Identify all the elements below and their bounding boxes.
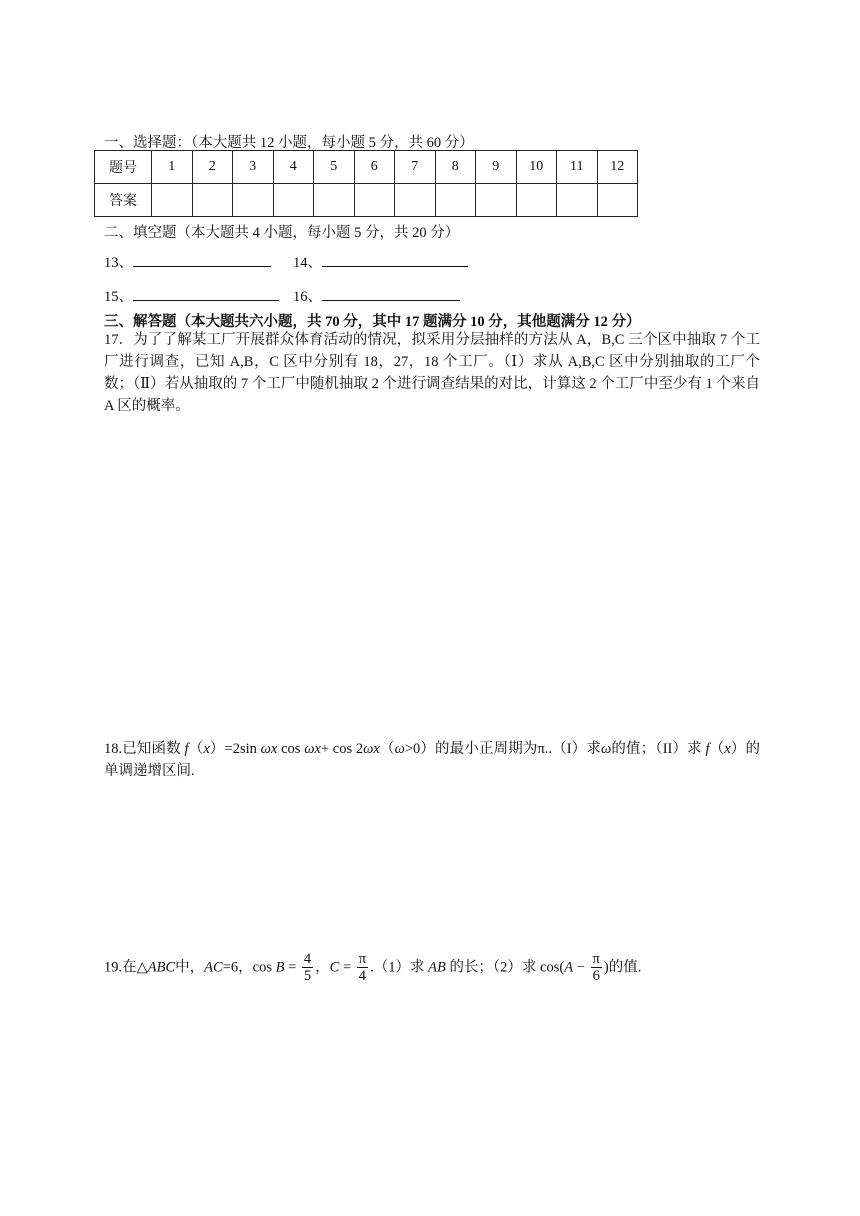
q18-var: ωx: [260, 741, 278, 757]
blank-label-14: 14、: [293, 255, 322, 271]
question-number-cell: 1: [152, 151, 193, 184]
q19-var: AC: [204, 959, 223, 976]
row-header-answer: 答案: [95, 184, 152, 217]
q19-text: 的长；（2）求 cos(: [445, 959, 565, 976]
section2-title: 二、填空题（本大题共 4 小题，每小题 5 分，共 20 分）: [104, 225, 460, 241]
answer-cell[interactable]: [192, 184, 233, 217]
q18-var: ω: [394, 741, 405, 757]
fraction-pi-4: [357, 951, 368, 984]
answer-blank-14[interactable]: [322, 254, 468, 267]
q18-var: x: [724, 741, 731, 757]
q18-text: >0）的最小正周期为π..（I）求: [404, 741, 602, 757]
answer-blank-16[interactable]: [322, 288, 460, 301]
q18-var: f: [184, 741, 189, 757]
answer-blank-13[interactable]: [133, 254, 271, 267]
answer-cell[interactable]: [597, 184, 638, 217]
question-number-cell: 4: [273, 151, 314, 184]
fraction-4-5: [302, 951, 313, 984]
question-number-cell: 11: [557, 151, 598, 184]
answer-table: [94, 150, 638, 217]
fraction-denominator: 6: [592, 968, 600, 984]
q19-text: )的值.: [603, 959, 642, 976]
question-number-cell: 7: [395, 151, 436, 184]
table-row: [95, 184, 638, 217]
fraction-numerator: π: [592, 951, 600, 967]
fraction-numerator: 4: [303, 951, 312, 967]
triangle-symbol: △: [136, 959, 148, 976]
q19-var: A: [564, 959, 574, 976]
q19-text: cos: [252, 959, 272, 976]
q18-text: + cos 2: [320, 741, 364, 757]
q19-var: ABC: [147, 959, 176, 976]
fill-blank-row-2: [104, 285, 460, 306]
question-17: 17．为了了解某工厂开展群众体育活动的情况，拟采用分层抽样的方法从 A，B,C 三个区中抽取 7 个工厂进行调查，已知 A,B，C 区中分别有 18，27，18 个工厂。（Ⅰ）求从 A,B,C 区中分别抽取的工厂个数；（Ⅱ）若从抽取的 7 个工厂中随机抽取 2 个进行调查结果的对比，计算这 2 个工厂中至少有 1 个来自 A 区的概率。: [104, 332, 760, 414]
q18-text: cos: [277, 741, 305, 757]
q18-text: ）=2sin: [209, 741, 261, 757]
q18-var: ω: [601, 741, 612, 757]
fill-blank-row-1: [104, 251, 468, 272]
q18-var: f: [705, 741, 710, 757]
fraction-denominator: 5: [303, 968, 312, 984]
q18-text: （: [188, 741, 204, 757]
row-header-number: 题号: [95, 151, 152, 184]
answer-cell[interactable]: [314, 184, 355, 217]
blank-label-13: 13、: [104, 255, 133, 271]
q18-var: x: [203, 741, 210, 757]
question-number-cell: 5: [314, 151, 355, 184]
answer-cell[interactable]: [233, 184, 274, 217]
q19-text: ，: [315, 959, 330, 976]
blank-label-15: 15、: [104, 289, 133, 305]
question-number-cell: 8: [435, 151, 476, 184]
q19-text: 中，: [175, 959, 205, 976]
answer-cell[interactable]: [354, 184, 395, 217]
answer-cell[interactable]: [273, 184, 314, 217]
answer-cell[interactable]: [476, 184, 517, 217]
question-number-cell: 12: [597, 151, 638, 184]
q18-text: （: [379, 741, 395, 757]
answer-cell[interactable]: [152, 184, 193, 217]
q19-text: 19.在: [104, 959, 137, 976]
fraction-pi-6: [591, 951, 602, 984]
q19-var: AB: [428, 959, 446, 976]
question-number-cell: 2: [192, 151, 233, 184]
q19-text: −: [573, 959, 589, 976]
answer-blank-15[interactable]: [133, 288, 279, 301]
q18-text: 18.已知函数: [104, 741, 185, 757]
answer-cell[interactable]: [557, 184, 598, 217]
table-row: [95, 151, 638, 184]
question-19: [104, 951, 641, 984]
question-number-cell: 10: [516, 151, 557, 184]
q18-text: 的值；（II）求: [611, 741, 706, 757]
section3-title: 三、解答题（本大题共六小题，共 70 分，其中 17 题满分 10 分，其他题满分 12 分）: [104, 314, 641, 330]
answer-cell[interactable]: [395, 184, 436, 217]
q18-var: ωx: [363, 741, 380, 757]
q18-var: ωx: [304, 741, 321, 757]
blank-label-16: 16、: [293, 289, 322, 305]
question-number-cell: 6: [354, 151, 395, 184]
section1-title: 一、选择题：（本大题共 12 小题，每小题 5 分，共 60 分）: [104, 135, 474, 151]
q19-text: =: [284, 959, 300, 976]
question-number-cell: 3: [233, 151, 274, 184]
q18-text: ）的单调递增区间.: [104, 741, 760, 779]
question-18: [104, 738, 760, 782]
q18-text: （: [709, 741, 725, 757]
q19-var: B: [275, 959, 285, 976]
q19-text: =: [339, 959, 355, 976]
answer-cell[interactable]: [516, 184, 557, 217]
q19-text: .（1）求: [370, 959, 429, 976]
q19-text: =6，: [222, 959, 253, 976]
q19-var: C: [329, 959, 340, 976]
question-number-cell: 9: [476, 151, 517, 184]
answer-cell[interactable]: [435, 184, 476, 217]
fraction-numerator: π: [358, 951, 367, 967]
fraction-denominator: 4: [358, 968, 367, 984]
